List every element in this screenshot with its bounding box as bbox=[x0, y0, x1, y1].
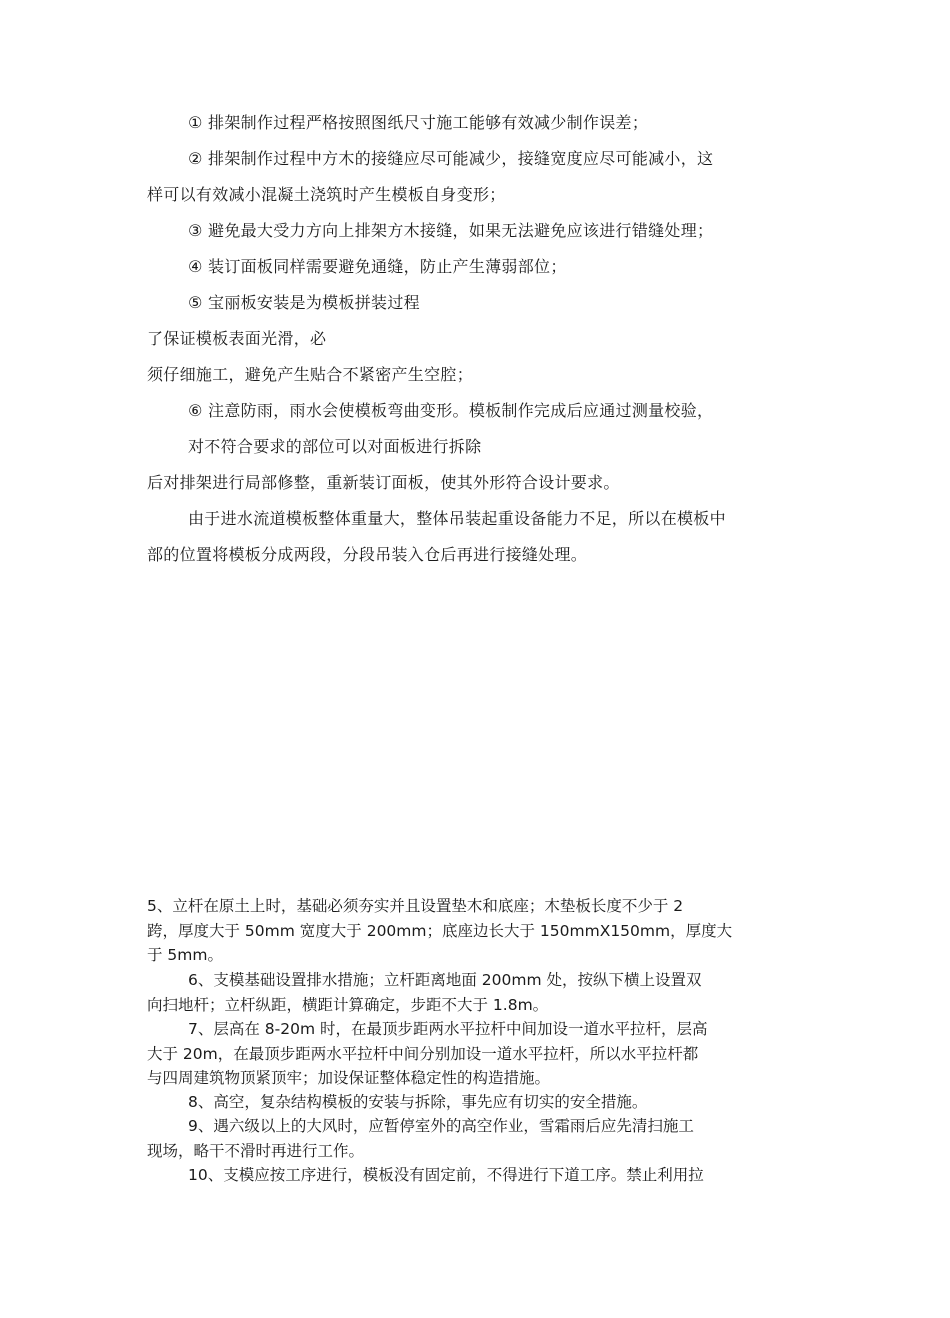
paragraph-line: ① 排架制作过程严格按照图纸尺寸施工能够有效减少制作误差； bbox=[188, 113, 649, 132]
paragraph-line: ⑥ 注意防雨，雨水会使模板弯曲变形。模板制作完成后应通过测量校验， bbox=[188, 401, 714, 420]
paragraph-line: 与四周建筑物顶紧顶牢；加设保证整体稳定性的构造措施。 bbox=[147, 1069, 551, 1087]
paragraph-line: 了保证模板表面光滑，必 bbox=[147, 329, 327, 348]
paragraph-line: 7、层高在 8-20m 时，在最顶步距两水平拉杆中间加设一道水平拉杆，层高 bbox=[188, 1020, 708, 1038]
paragraph-line: 8、高空，复杂结构模板的安装与拆除，事先应有切实的安全措施。 bbox=[188, 1093, 648, 1111]
paragraph-line: 向扫地杆；立杆纵距，横距计算确定，步距不大于 1.8m。 bbox=[147, 996, 549, 1014]
paragraph-line: 6、支模基础设置排水措施；立杆距离地面 200mm 处，按纵下横上设置双 bbox=[188, 971, 702, 989]
paragraph-line: 后对排架进行局部修整，重新装订面板，使其外形符合设计要求。 bbox=[147, 473, 620, 492]
paragraph-line: 现场，略干不滑时再进行工作。 bbox=[147, 1142, 365, 1160]
paragraph-line: 由于进水流道模板整体重量大，整体吊装起重设备能力不足，所以在模板中 bbox=[188, 509, 726, 528]
paragraph-line: ② 排架制作过程中方木的接缝应尽可能减少，接缝宽度应尽可能减小，这 bbox=[188, 149, 714, 168]
paragraph-line: 对不符合要求的部位可以对面板进行拆除 bbox=[188, 437, 482, 456]
paragraph-line: 部的位置将模板分成两段，分段吊装入仓后再进行接缝处理。 bbox=[147, 545, 588, 564]
paragraph-line: ④ 装订面板同样需要避免通缝，防止产生薄弱部位； bbox=[188, 257, 567, 276]
paragraph-line: 9、遇六级以上的大风时，应暂停室外的高空作业，雪霜雨后应先清扫施工 bbox=[188, 1117, 694, 1135]
paragraph-line: 大于 20m，在最顶步距两水平拉杆中间分别加设一道水平拉杆，所以水平拉杆都 bbox=[147, 1045, 699, 1063]
paragraph-line: 于 5mm。 bbox=[147, 946, 223, 964]
paragraph-line: 须仔细施工，避免产生贴合不紧密产生空腔； bbox=[147, 365, 474, 384]
paragraph-line: 10、支模应按工序进行，模板没有固定前，不得进行下道工序。禁止利用拉 bbox=[188, 1166, 704, 1184]
paragraph-line: 跨，厚度大于 50mm 宽度大于 200mm；底座边长大于 150mmX150mm，厚度大 bbox=[147, 922, 733, 940]
paragraph-line: 5、立杆在原土上时，基础必须夯实并且设置垫木和底座；木垫板长度不少于 2 bbox=[147, 897, 684, 915]
paragraph-line: 样可以有效减小混凝土浇筑时产生模板自身变形； bbox=[147, 185, 506, 204]
paragraph-line: ③ 避免最大受力方向上排架方木接缝，如果无法避免应该进行错缝处理； bbox=[188, 221, 714, 240]
paragraph-line: ⑤ 宝丽板安装是为模板拼装过程 bbox=[188, 293, 420, 312]
